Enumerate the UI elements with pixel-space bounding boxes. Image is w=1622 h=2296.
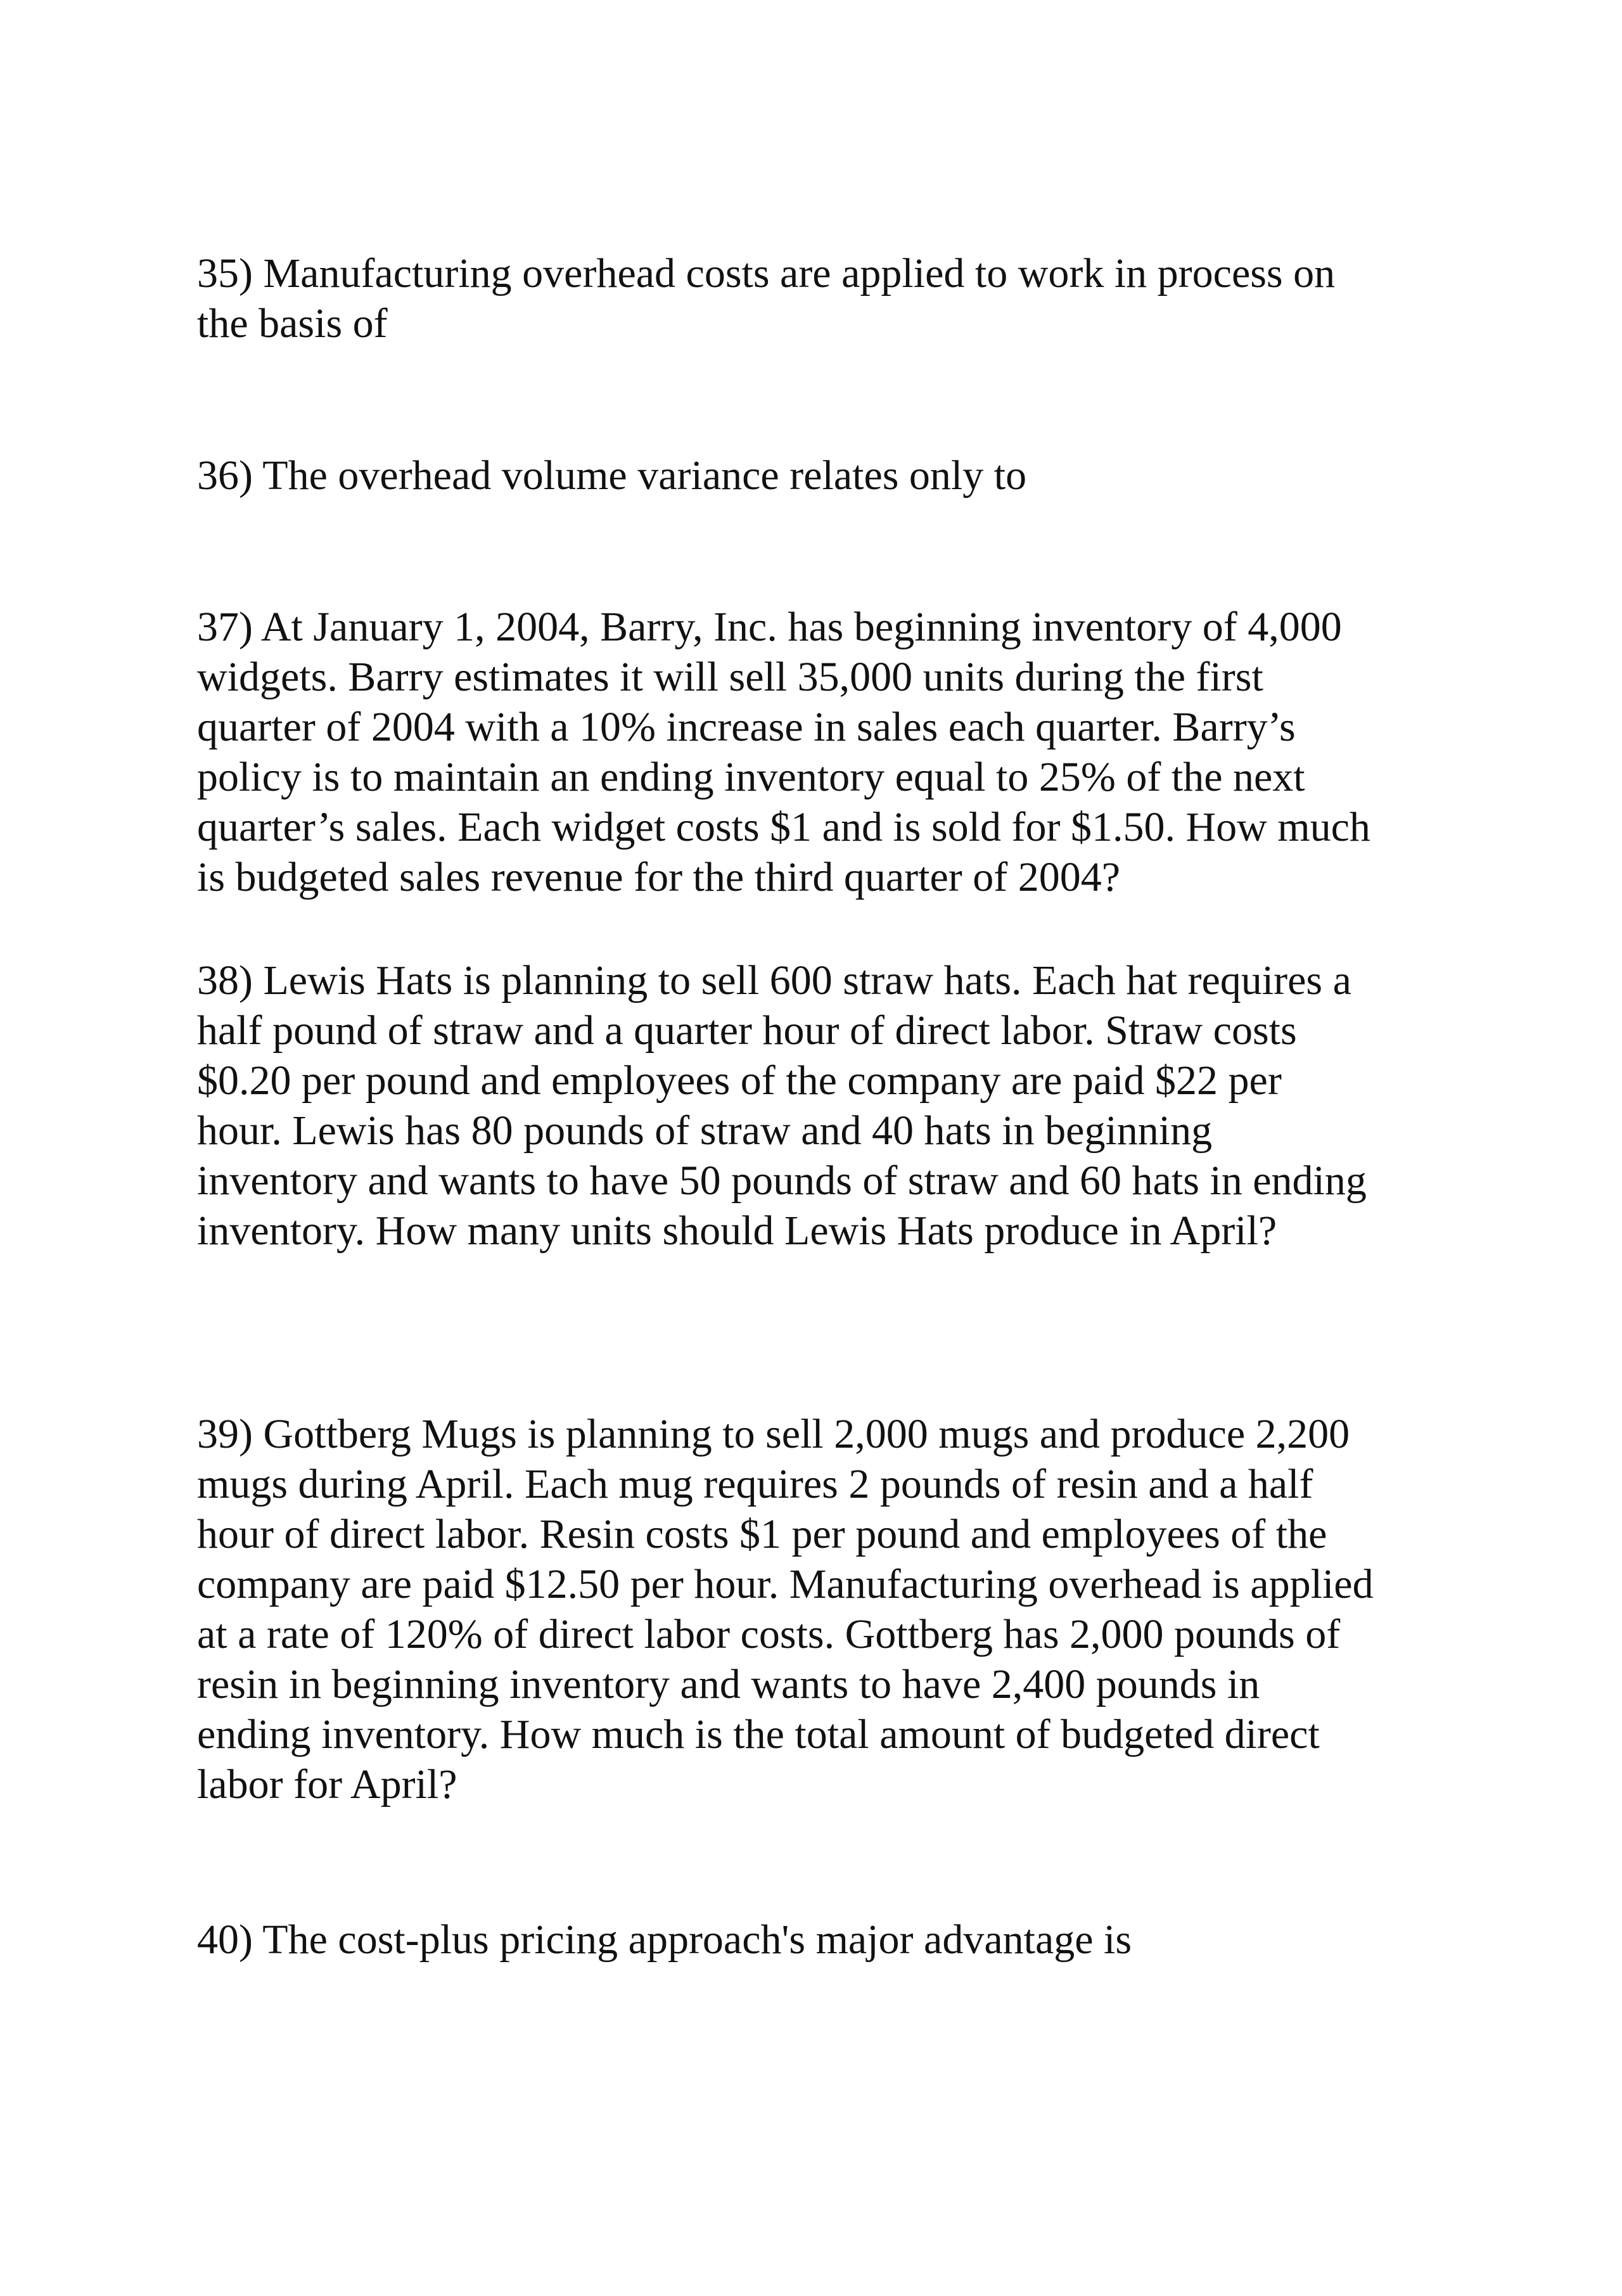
question-39: 39) Gottberg Mugs is planning to sell 2,000 mugs and produce 2,200 mugs during April. Each mug requires 2 pounds of resin and a half hour of direct labor. Resin costs $1 per pound and employees of the company are paid $12.50 per hour. Manufacturing overhead is applied at a rate of 120% of direct labor costs. Gottberg has 2,000 pounds of resin in beginning inventory and wants to have 2,400 pounds in ending inventory. How much is the total amount of budgeted direct labor for April? [197, 1411, 1374, 1808]
question-40: 40) The cost-plus pricing approach's major advantage is [197, 1917, 1132, 1963]
question-38: 38) Lewis Hats is planning to sell 600 straw hats. Each hat requires a half pound of straw and a quarter hour of direct labor. Straw costs $0.20 per pound and employees of the company are paid $22 per hour. Lewis has 80 pounds of straw and 40 hats in beginning inventory and wants to have 50 pounds of straw and 60 hats in ending inventory. How many units should Lewis Hats produce in April? [197, 957, 1367, 1254]
question-35: 35) Manufacturing overhead costs are applied to work in process on the basis of [197, 250, 1336, 347]
question-36: 36) The overhead volume variance relates only to [197, 452, 1027, 499]
question-37: 37) At January 1, 2004, Barry, Inc. has beginning inventory of 4,000 widgets. Barry estimates it will sell 35,000 units during the first quarter of 2004 with a 10% increase in sales each quarter. Barry’s policy is to maintain an ending inventory equal to 25% of the next quarter’s sales. Each widget costs $1 and is sold for $1.50. How much is budgeted sales revenue for the third quarter of 2004? [197, 604, 1370, 900]
